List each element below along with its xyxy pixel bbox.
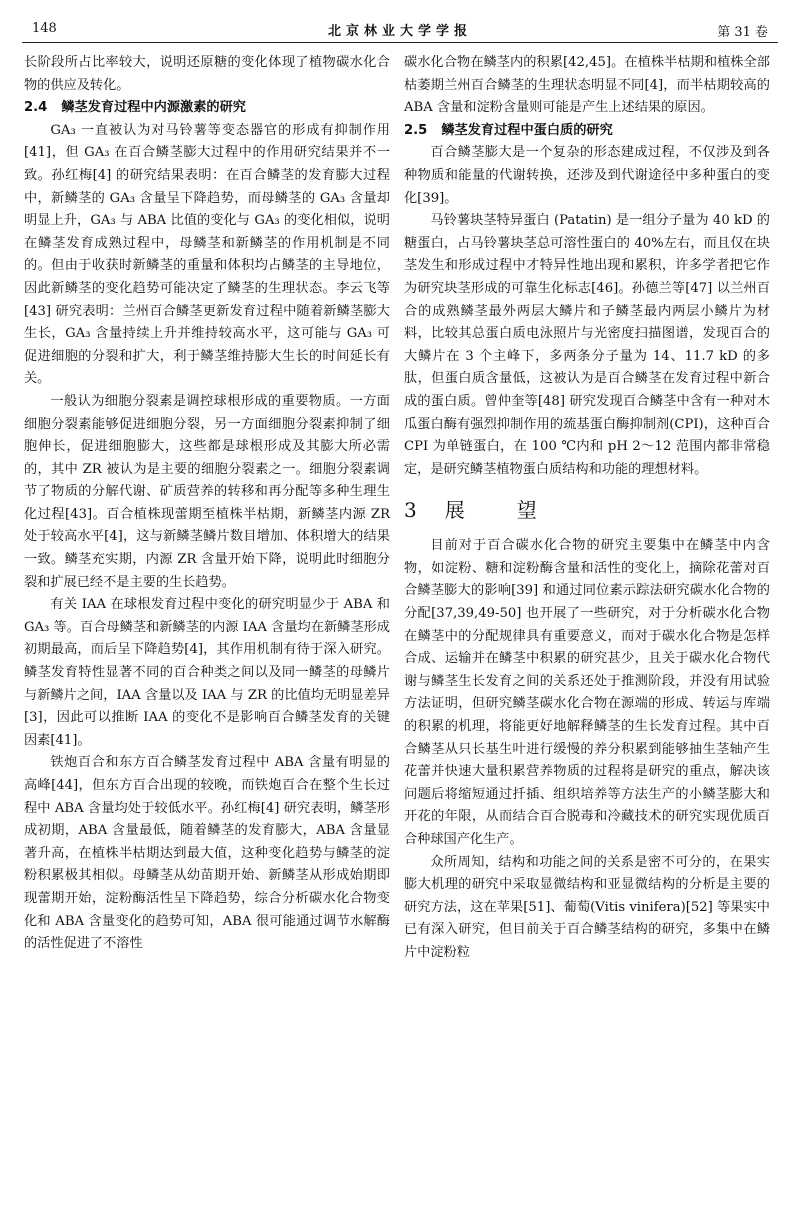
paragraph: GA₃ 一直被认为对马铃薯等变态器官的形成有抑制作用[41]，但 GA₃ 在百合鳞茎膨大过程中的作用研究结果并不一致。孙红梅[4] 的研究结果表明：在百合鳞茎的发育膨大过程中，新鳞茎的 GA₃ 含量呈下降趋势，而母鳞茎的 GA₃ 含量却明显上升，GA₃ 与 ABA 比值的变化与 GA₃ 的变化相似，说明在鳞茎发育成熟过程中，母鳞茎和新鳞茎的作用机制是不同的。但由于收获时新鳞茎的重量和体积均占鳞茎的主导地位，因此新鳞茎的变化趋势可能决定了鳞茎的生理状态。李云飞等[43] 研究表明：兰州百合鳞茎更新发育过程中随着新鳞茎膨大生长，GA₃ 含量持续上升并维持较高水平，这可能与 GA₃ 可促进细胞的分裂和扩大，利于鳞茎维持膨大生长的时间延长有关。 [24,122,390,387]
paragraph: 百合鳞茎膨大是一个复杂的形态建成过程，不仅涉及到各种物质和能量的代谢转换，还涉及到代谢途径中多种蛋白的变化[39]。 [404,145,770,206]
section-heading-2-5 [404,120,770,143]
paragraph: 长阶段所占比率较大，说明还原糖的变化体现了植物碳水化合物的供应及转化。 [24,55,390,93]
section-number: 2.4 [24,100,48,116]
section-title-part: 展 [444,498,467,523]
paragraph: 铁炮百合和东方百合鳞茎发育过程中 ABA 含量有明显的高峰[44]，但东方百合出现的较晚，而铁炮百合在整个生长过程中 ABA 含量均处于较低水平。孙红梅[4] 研究表明，鳞茎形成初期，ABA 含量最低，随着鳞茎的发育膨大，ABA 含量显著升高，在植株半枯期达到最大值，这种变化趋势与鳞茎的淀粉积累极其相似。母鳞茎从幼苗期开始、新鳞茎从形成始期即现蕾期开始，淀粉酶活性呈下降趋势，综合分析碳水化合物变化和 ABA 含量变化的趋势可知，ABA 很可能通过调节水解酶的活性促进了不溶性 [24,755,390,952]
section-number: 3 [404,498,419,523]
running-header [22,16,778,43]
page-number: 148 [32,21,57,36]
section-title: 鳞茎发育过程中蛋白质的研究 [441,122,613,138]
section-heading-3 [404,495,770,525]
volume-label: 第 31 卷 [717,25,768,40]
paragraph: 目前对于百合碳水化合物的研究主要集中在鳞茎中内含物，如淀粉、糖和淀粉酶含量和活性的变化上，摘除花蕾对百合鳞茎膨大的影响[39] 和通过同位素示踪法研究碳水化合物的分配[37,39,49-50] 也开展了一些研究，对于分析碳水化合物在鳞茎中的分配规律具有重要意义，而对于碳水化合物是怎样合成、运输并在鳞茎中积累的研究甚少，且关于碳水化合物代谢与鳞茎生长发育之间的关系还处于推测阶段，并没有用试验方法证明，但研究鳞茎碳水化合物在源端的形成、转运与库端的积累的机理，将能更好地解释鳞茎的生长发育过程。其中百合鳞茎从只长基生叶进行缓慢的养分积累到能够抽生茎轴产生花蕾并快速大量积累营养物质的过程将是研究的重点，解决该问题后将缩短通过扦插、组织培养等方法生产的小鳞茎膨大和开花的年限，从而结合百合脱毒和冷藏技术的研究实现优质百合种球国产化生产。 [404,538,770,847]
paragraph: 一般认为细胞分裂素是调控球根形成的重要物质。一方面细胞分裂素能够促进细胞分裂，另一方面细胞分裂素抑制了细胞伸长，促进细胞膨大，这些都是球根形成及其膨大所必需的，其中 ZR 被认为是主要的细胞分裂素之一。细胞分裂素调节了物质的分解代谢、矿质营养的转移和再分配等多种生理生化过程[43]。百合植株现蕾期至植株半枯期，新鳞茎内源 ZR 处于较高水平[4]，这与新鳞茎鳞片数目增加、体积增大的结果一致。鳞茎充实期，内源 ZR 含量开始下降，说明此时细胞分裂和扩展已经不是主要的生长趋势。 [24,393,390,590]
paragraph: 众所周知，结构和功能之间的关系是密不可分的，在果实膨大机理的研究中采取显微结构和亚显微结构的分析是主要的研究方法，这在苹果[51]、葡萄(Vitis vinifera)[52] 等果实中已有深入研究，但目前关于百合鳞茎结构的研究，多集中在鳞片中淀粉粒 [404,854,770,960]
section-heading-2-4 [24,97,390,120]
journal-title: 北京林业大学学报 [327,24,472,39]
right-column [404,52,770,965]
paragraph: 马铃薯块茎特异蛋白 (Patatin) 是一组分子量为 40 kD 的糖蛋白，占马铃薯块茎总可溶性蛋白的 40%左右，而且仅在块茎发生和形成过程中才特异性地出现和累积，许多学者把它作为研究块茎形成的可靠生化标志[46]。孙德兰等[47] 以兰州百合的成熟鳞茎最外两层大鳞片和子鳞茎最内两层小鳞片为材料，比较其总蛋白质电泳照片与光密度扫描图谱，发现百合的大鳞片在 3 个主峰下，多两条分子量为 14、11.7 kD 的多肽，但蛋白质含量低，这被认为是百合鳞茎在发育过程中新合成的蛋白质。曾仲奎等[48] 研究发现百合鳞茎中含有一种对木瓜蛋白酶有强烈抑制作用的巯基蛋白酶抑制剂(CPI)，这种百合 CPI 为单链蛋白，在 100 ℃内和 pH 2～12 范围内都非常稳定，是研究鳞茎植物蛋白质结构和功能的理想材料。 [404,213,770,477]
section-number: 2.5 [404,122,428,138]
section-title: 鳞茎发育过程中内源激素的研究 [61,100,246,116]
section-title-part: 望 [516,498,539,523]
paragraph: 碳水化合物在鳞茎内的积累[42,45]。在植株半枯期和植株全部枯萎期兰州百合鳞茎的生理状态明显不同[4]，而半枯期较高的 ABA 含量和淀粉含量则可能是产生上述结果的原因。 [404,55,770,116]
left-column [24,52,390,956]
paragraph: 有关 IAA 在球根发育过程中变化的研究明显少于 ABA 和 GA₃ 等。百合母鳞茎和新鳞茎的内源 IAA 含量均在新鳞茎形成初期最高，而后呈下降趋势[4]，其作用机制有待于深入研究。鳞茎发育特性显著不同的百合种类之间以及同一鳞茎的母鳞片与新鳞片之间，IAA 含量以及 IAA 与 ZR 的比值均无明显差异[3]，因此可以推断 IAA 的变化不是影响百合鳞茎发育的关键因素[41]。 [24,597,390,748]
